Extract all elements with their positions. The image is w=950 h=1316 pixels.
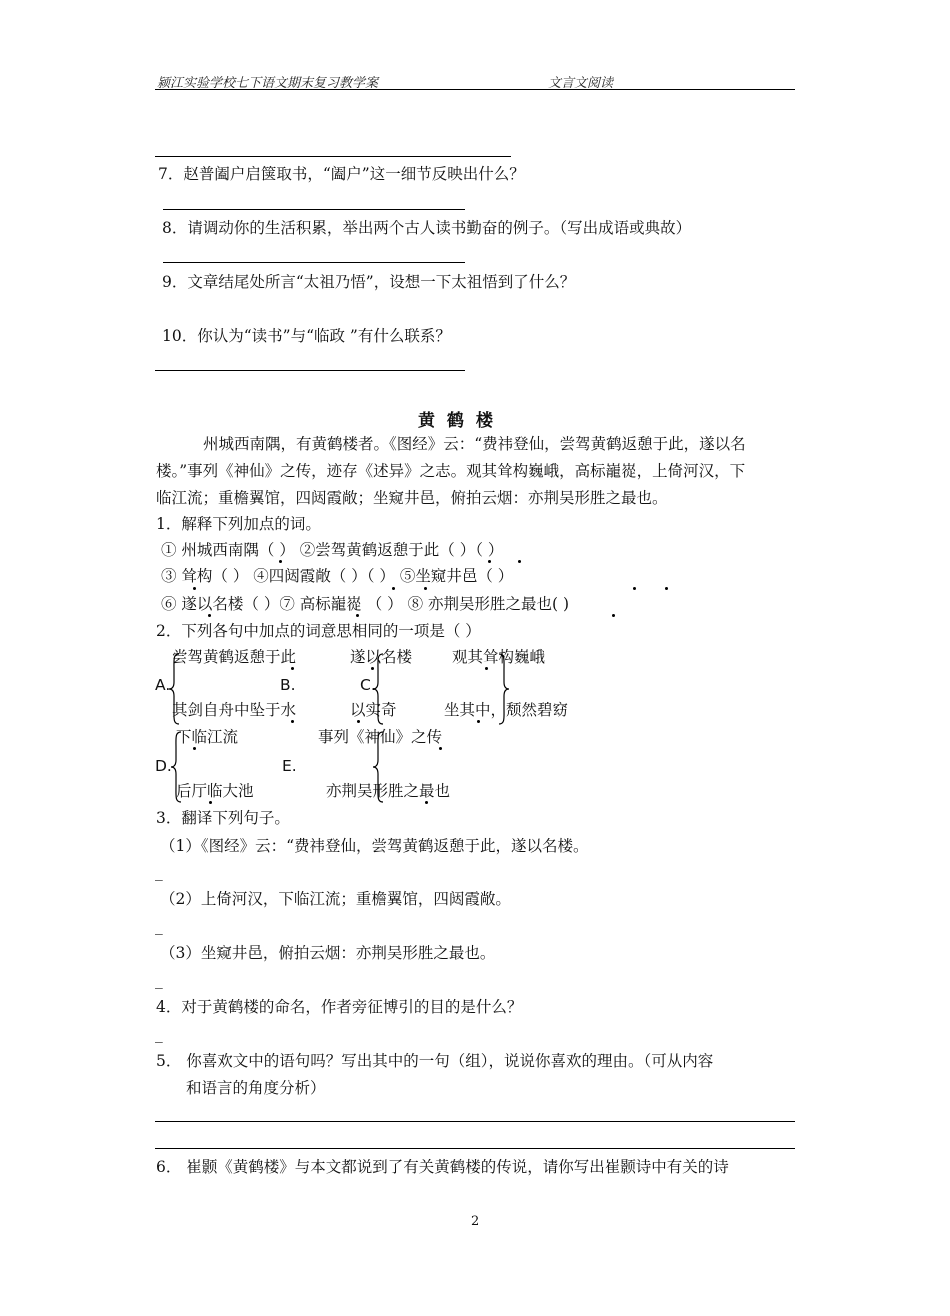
emphasis-dot — [518, 560, 521, 563]
emphasis-dot — [291, 720, 294, 723]
question-7: 7．赵普阖户启箧取书，“阖户”这一细节反映出什么？ — [158, 165, 525, 183]
question-9: 9．文章结尾处所言“太祖乃悟”，设想一下太祖悟到了什么？ — [162, 273, 576, 291]
answer-dash: _ — [155, 863, 163, 881]
emphasis-dot — [193, 747, 196, 750]
answer-dash: _ — [155, 1025, 163, 1043]
answer-line — [163, 209, 465, 210]
question-1-row-2: ③ 耸构（ ） ④四闼霞敞（ ）（ ） ⑤坐窥井邑（ ） — [161, 567, 514, 585]
header-right: 文言文阅读 — [548, 76, 614, 91]
option-e-bottom: 亦荆吴形胜之最也 — [326, 782, 451, 800]
emphasis-dot — [193, 587, 196, 590]
emphasis-dot — [208, 614, 211, 617]
emphasis-dot — [477, 720, 480, 723]
question-2-label: 2．下列各句中加点的词意思相同的一项是（ ） — [156, 622, 481, 640]
answer-line — [155, 156, 511, 157]
question-1-row-3: ⑥ 遂以名楼（ ）⑦ 高标巃嵸 （ ） ⑧ 亦荆吴形胜之最也( ) — [161, 595, 570, 613]
translate-sentence-3: （3）坐窥井邑，俯拍云烟：亦荆吴形胜之最也。 — [160, 944, 496, 962]
option-a-top: 尝驾黄鹤返憩于此 — [172, 648, 297, 666]
emphasis-dot — [356, 614, 359, 617]
option-a-bottom: 其剑自舟中坠于水 — [172, 701, 297, 719]
answer-line — [155, 1148, 795, 1149]
option-a-letter: A. — [155, 676, 171, 694]
translate-sentence-1: （1）《图经》云：“费祎登仙，尝驾黄鹤返憩于此，遂以名楼。 — [160, 837, 589, 855]
question-1-row-1: ① 州城西南隅（ ） ②尝驾黄鹤返憩于此（ ）（ ） — [161, 541, 504, 559]
emphasis-dot — [424, 587, 427, 590]
emphasis-dot — [425, 801, 428, 804]
question-1-label: 1．解释下列加点的词。 — [156, 515, 321, 533]
option-c-bottom: 坐其中，颓然碧窈 — [444, 701, 569, 719]
option-e-letter: E. — [282, 757, 297, 775]
brace-b — [372, 652, 384, 726]
emphasis-dot — [633, 587, 636, 590]
emphasis-dot — [612, 614, 615, 617]
option-b-bottom: 以实奇 — [350, 701, 397, 719]
page-number: 2 — [471, 1214, 480, 1229]
brace-c — [498, 652, 510, 726]
brace-a — [168, 652, 180, 726]
option-b-top: 遂以名楼 — [350, 648, 413, 666]
option-c-top: 观其耸构巍峨 — [452, 648, 546, 666]
emphasis-dot — [357, 720, 360, 723]
answer-line — [163, 262, 465, 263]
passage-line-2: 楼。”事列《神仙》之传，迹存《述异》之志。观其耸构巍峨，高标巃嵸，上倚河汉，下 — [156, 462, 746, 480]
question-10: 10．你认为“读书”与“临政 ”有什么联系？ — [162, 327, 451, 345]
emphasis-dot — [392, 587, 395, 590]
passage-line-3: 临江流；重檐翼馆，四闼霞敞；坐窥井邑，俯拍云烟：亦荆吴形胜之最也。 — [156, 489, 668, 507]
question-6: 6． 崔颢《黄鹤楼》与本文都说到了有关黄鹤楼的传说，请你写出崔颢诗中有关的诗 — [156, 1158, 729, 1176]
passage-title: 黄 鹤 楼 — [418, 411, 496, 431]
question-5-line-1: 5． 你喜欢文中的语句吗？写出其中的一句（组），说说你喜欢的理由。（可从内容 — [156, 1052, 714, 1070]
header-rule — [155, 89, 795, 90]
passage-line-1: 州城西南隅，有黄鹤楼者。《图经》云：“费祎登仙，尝驾黄鹤返憩于此，遂以名 — [203, 435, 746, 453]
emphasis-dot — [291, 667, 294, 670]
emphasis-dot — [279, 560, 282, 563]
question-5-line-2: 和语言的角度分析） — [186, 1079, 326, 1097]
answer-line — [155, 1121, 795, 1122]
option-e-top: 事列《神仙》之传 — [318, 728, 443, 746]
header-left: 颍江实验学校七下语文期末复习教学案 — [157, 76, 379, 91]
brace-d — [170, 730, 182, 804]
emphasis-dot — [439, 747, 442, 750]
answer-dash: _ — [155, 917, 163, 935]
question-8: 8．请调动你的生活积累，举出两个古人读书勤奋的例子。（写出成语或典故） — [162, 219, 692, 237]
option-d-letter: D. — [155, 757, 172, 775]
translate-sentence-2: （2）上倚河汉，下临江流；重檐翼馆，四闼霞敞。 — [160, 890, 511, 908]
option-b-letter: B. — [280, 676, 296, 694]
answer-line — [155, 370, 465, 371]
emphasis-dot — [488, 560, 491, 563]
emphasis-dot — [209, 801, 212, 804]
question-3-label: 3．翻译下列句子。 — [156, 809, 290, 827]
emphasis-dot — [485, 667, 488, 670]
option-d-bottom: 后厅临大池 — [176, 782, 254, 800]
answer-dash: _ — [155, 971, 163, 989]
option-c-letter: C. — [360, 676, 376, 694]
option-d-top: 下临江流 — [176, 728, 239, 746]
emphasis-dot — [371, 667, 374, 670]
question-4: 4．对于黄鹤楼的命名，作者旁征博引的目的是什么？ — [156, 998, 523, 1016]
brace-e — [372, 730, 384, 804]
emphasis-dot — [665, 587, 668, 590]
